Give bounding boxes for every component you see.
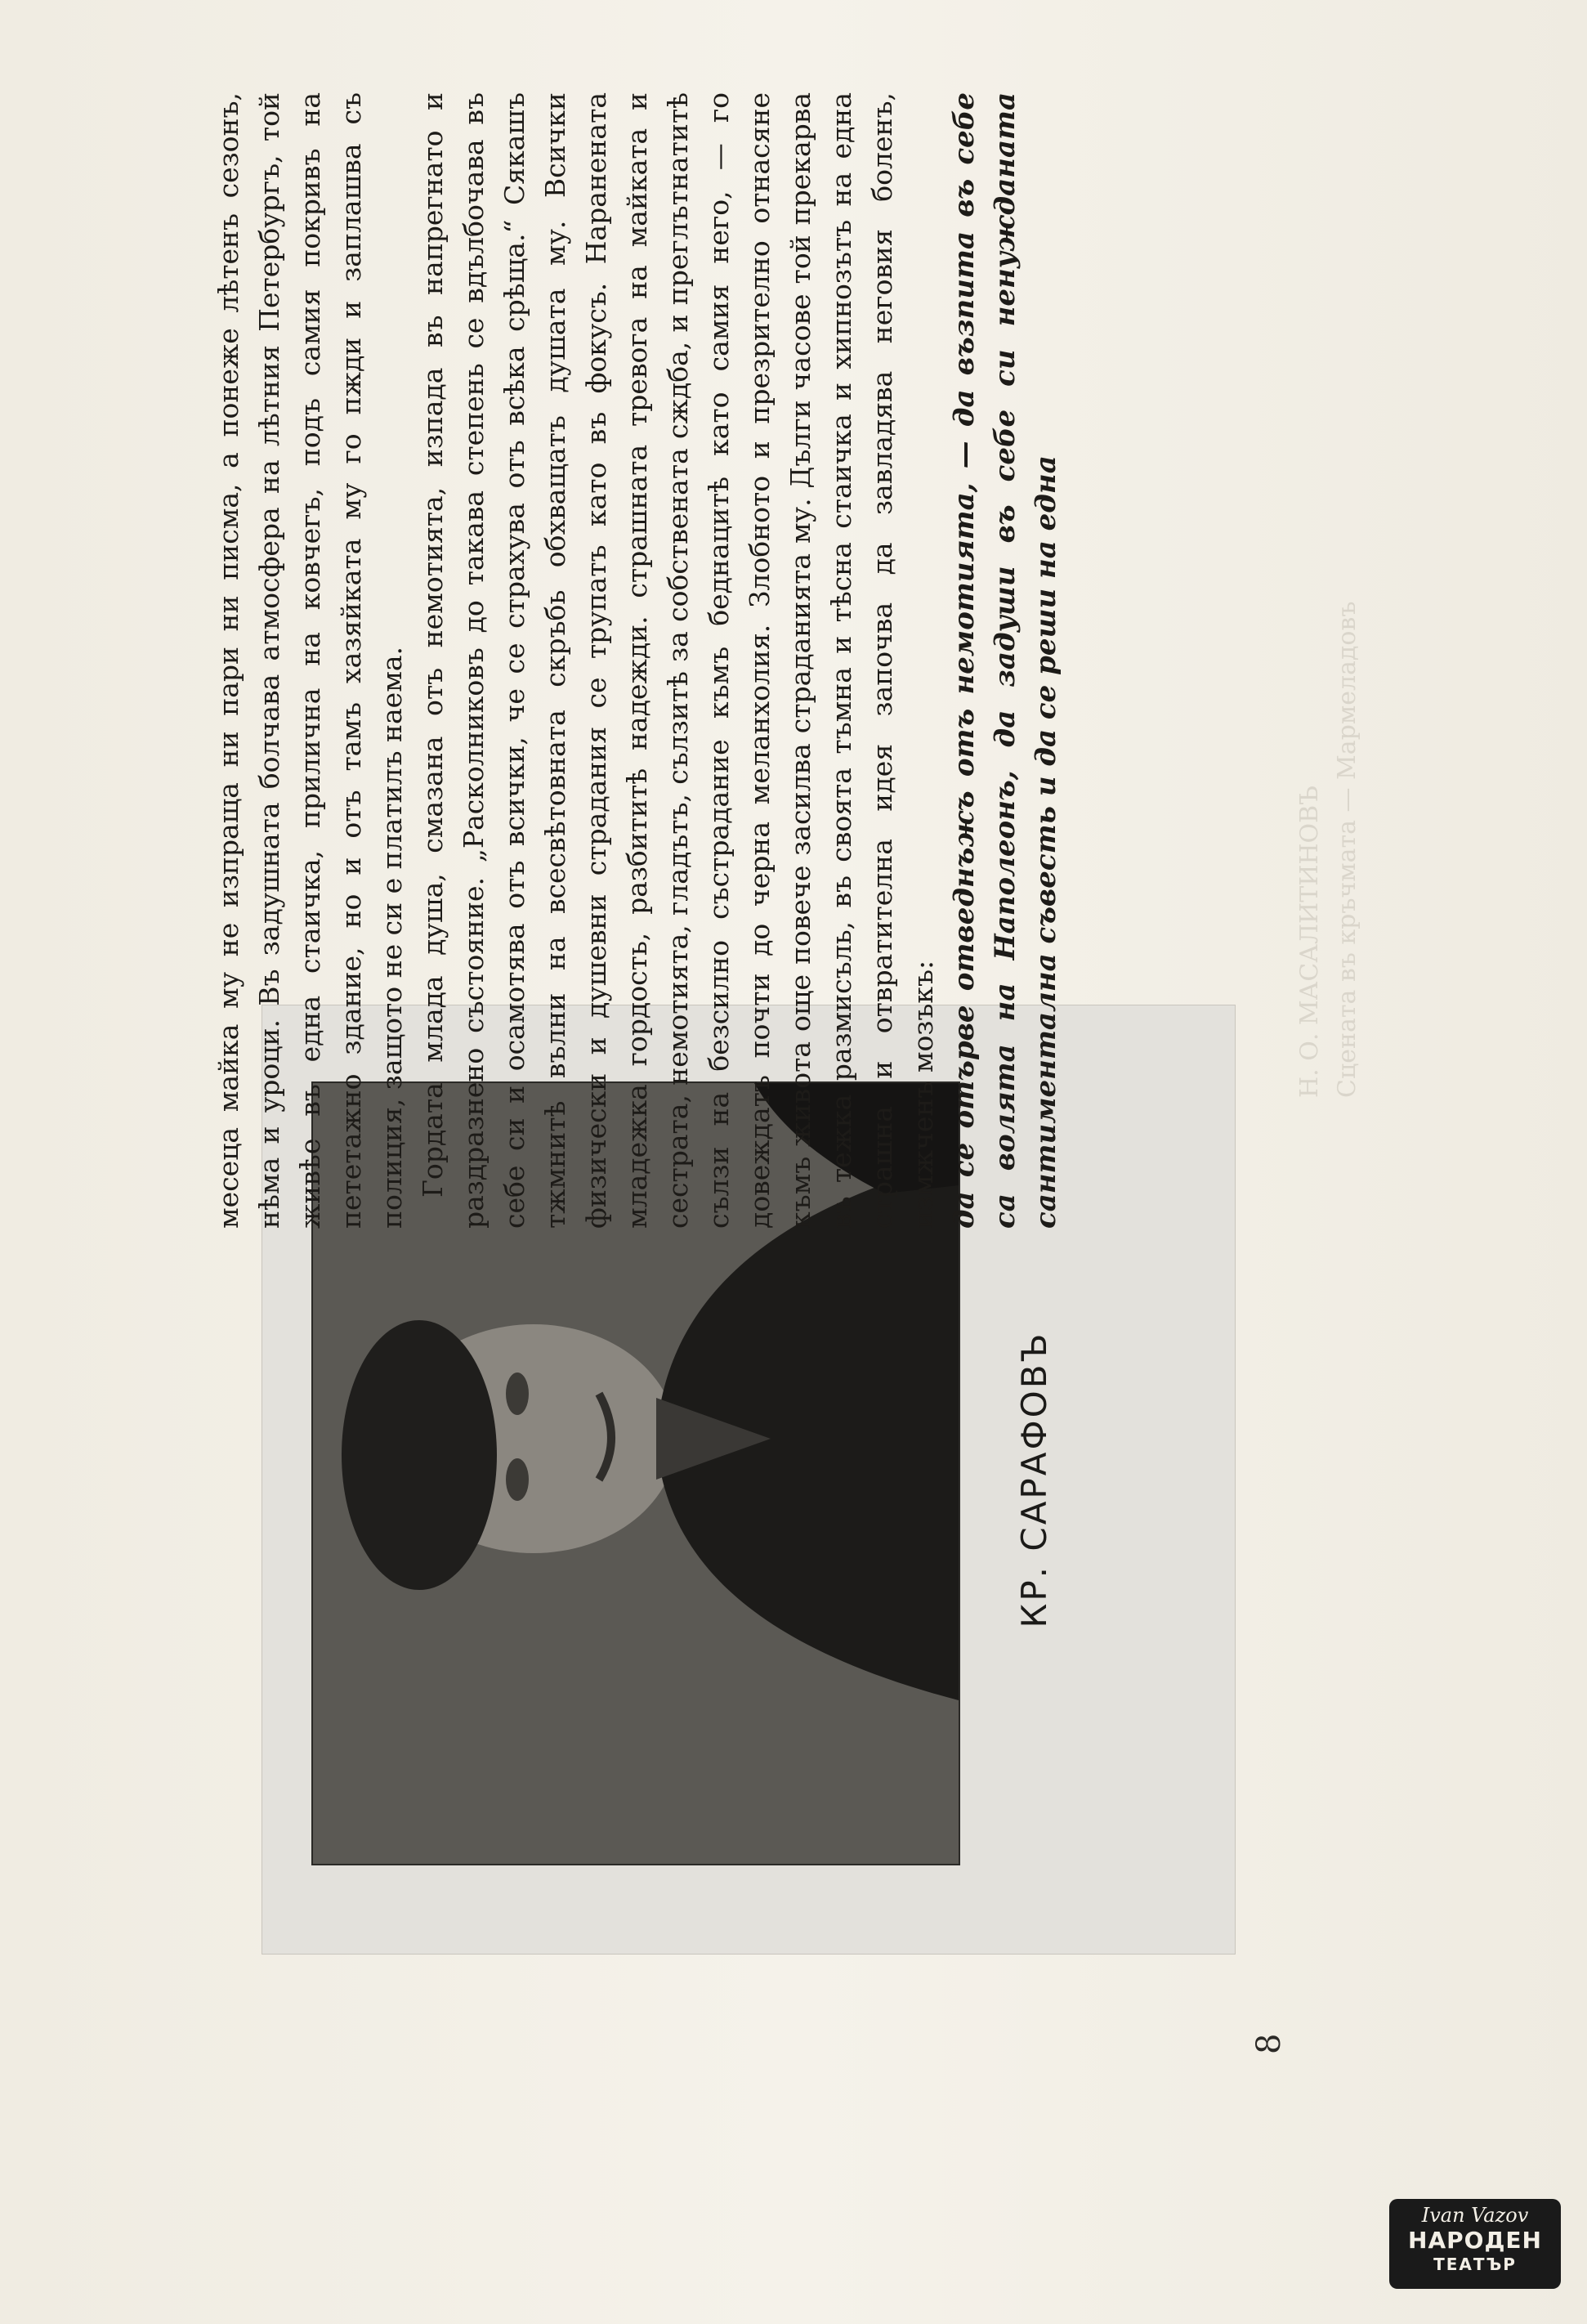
- logo-line-1: НАРОДЕН: [1408, 2227, 1542, 2254]
- logo-signature: Ivan Vazov: [1421, 2204, 1529, 2227]
- bleed-line-1: Н. О. МАСАЛИТИНОВЪ: [1295, 785, 1324, 1098]
- bleed-through-text: [1291, 117, 1479, 1098]
- emphasis-text: да се отърве отведнъжъ отъ немотията, — да възпита въ себе са волята на Наполеонъ, да задуши въ себе си ненужданата сантиментална съвесть и да се реши на една: [948, 92, 1062, 1229]
- portrait-caption: КР. САРАФОВЪ: [1014, 1331, 1054, 1628]
- theatre-logo: [1389, 2199, 1561, 2289]
- logo-line-2: ТЕАТЪР: [1433, 2255, 1517, 2274]
- bleed-line-2: Сцената въ кръчмата — Мармеладовъ: [1333, 601, 1361, 1098]
- paragraph-1: месеца майка му не изпраща ни пари ни писма, а понеже лѣтенъ сезонъ, нѣма и уроци. Въ задушната болчава атмосфера на лѣтния Петербургъ, той живѣе въ една стаичка, прилична на ковчегъ, подъ самия покривъ на пететажно здание, но и отъ тамъ хазяйката му го пжди и заплашва съ полиция, защото не си е платилъ наема.: [212, 92, 408, 1229]
- page-number: 8: [1250, 2033, 1288, 2054]
- paragraph-2: Гордата млада душа, смазана отъ немотията, изпада въ напрегнато и раздразнено състояние. „Расколниковъ до такава степень се вдълбочава въ себе си и осамотява отъ всички, че се страхува отъ всѣка срѣща.“ Сякашъ тжмнитѣ вълни на всесвѣтовната скръбь обхващатъ душата му. Всички физически и душевни страдания се трупатъ като въ фокусъ. Наранената младежка гордость, разбититѣ надежди. страшната тревога на майката и сестрата, немотията, гладътъ, сълзитѣ за собствената сждба, и преглътнатитѣ сълзи на безсилно състрадание къмъ беднацитѣ като самия него, — го довеждатъ почти до черна меланхолия. Злобното и презрително отнасяне къмъ живота още повече засилва страданията му. Дълги часове той прекарва въ тежка размисъль, въ своята тъмна и тѣсна стаичка и хипнозътъ на една страшна и отвратителна идея започва да завладява неговия боленъ, измжченъ мозъкъ:: [417, 92, 939, 1229]
- article-text: [208, 92, 1263, 1229]
